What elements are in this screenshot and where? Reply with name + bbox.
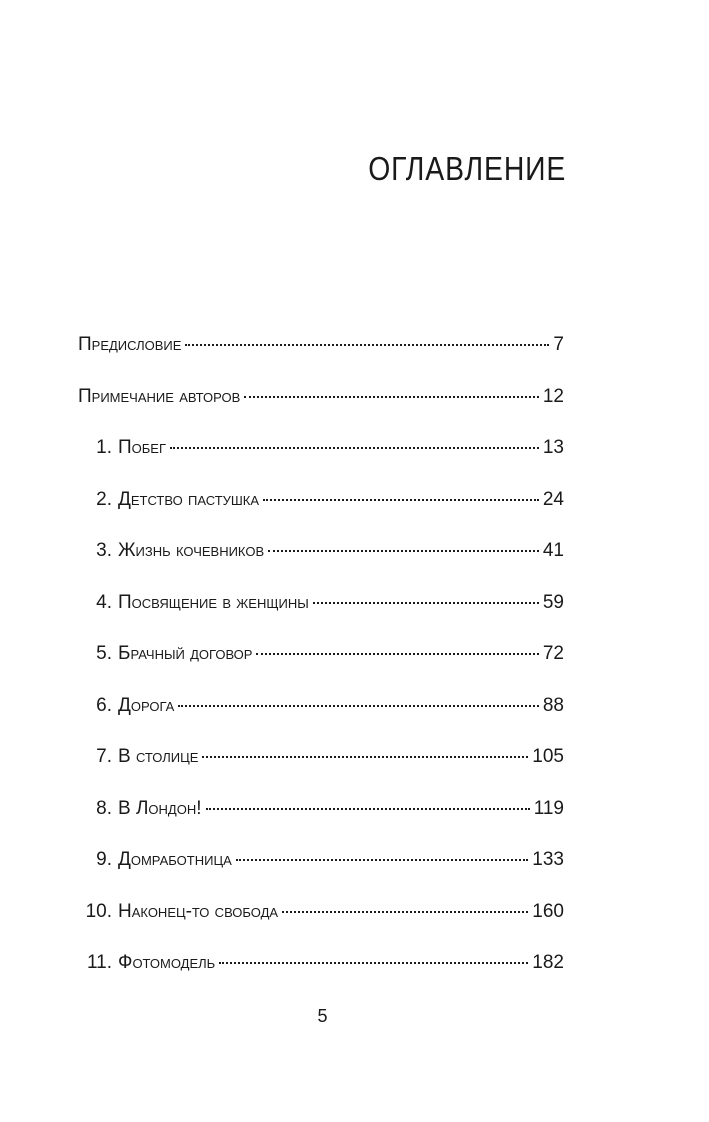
toc-entry-chapter-6[interactable] [78,695,564,747]
toc-entry-number: 10. [85,900,112,922]
toc-entry-number: 7. [96,746,112,767]
table-of-contents [78,334,564,1004]
page-title: ОГЛАВЛЕНИЕ [367,150,566,187]
toc-entry-chapter-11[interactable] [78,952,564,1004]
toc-entry-page: 160 [532,900,564,922]
toc-entry-number: 4. [96,591,112,613]
dot-leader [244,395,539,398]
toc-entry-title: Брачный договор [118,643,253,664]
toc-entry-title: Домработница [118,849,232,870]
toc-entry-title: В Лондон! [118,797,202,819]
dot-leader [185,343,549,346]
toc-entry-title: Наконец-то свобода [118,900,279,922]
toc-entry-title: Фотомодель [118,952,216,973]
toc-entry-page: 182 [532,952,564,973]
page-number: 5 [317,1006,328,1026]
toc-entry-page: 88 [542,694,564,716]
toc-entry-number: 1. [96,437,112,458]
toc-entry-chapter-2[interactable] [78,489,564,541]
toc-entry-page: 72 [542,643,564,664]
toc-entry-chapter-3[interactable] [78,540,564,592]
toc-entry-title: Посвящение в женщины [118,591,309,613]
toc-entry-number: 8. [96,797,112,819]
toc-entry-preface[interactable] [78,334,564,386]
dot-leader [263,498,539,501]
toc-entry-page: 119 [533,797,564,819]
toc-entry-title: В столице [118,746,199,767]
toc-entry-number: 3. [96,540,112,561]
toc-entry-chapter-5[interactable] [78,643,564,695]
toc-entry-number: 5. [96,643,112,664]
toc-entry-authors-note[interactable] [78,386,564,438]
toc-entry-chapter-1[interactable] [78,437,564,489]
toc-entry-page: 105 [532,746,564,767]
toc-entry-title: Предисловие [78,334,182,355]
toc-entry-number: 11. [86,952,112,973]
toc-entry-title: Побег [118,437,167,458]
toc-entry-chapter-7[interactable] [78,746,564,798]
toc-entry-chapter-10[interactable] [78,901,564,953]
toc-entry-page: 12 [542,385,564,407]
toc-entry-chapter-8[interactable] [78,798,564,850]
dot-leader [256,652,538,655]
toc-entry-number: 9. [96,849,112,870]
toc-entry-number: 2. [96,488,112,510]
dot-leader [268,549,539,552]
toc-entry-number: 6. [96,694,112,716]
toc-entry-title: Жизнь кочевников [118,540,265,561]
toc-entry-title: Детство пастушка [118,488,260,510]
toc-entry-page: 24 [542,488,564,510]
dot-leader [236,858,529,861]
dot-leader [282,910,528,913]
toc-entry-chapter-9[interactable] [78,849,564,901]
toc-entry-page: 41 [542,540,564,561]
toc-entry-title: Примечание авторов [78,385,241,407]
dot-leader [170,446,539,449]
dot-leader [313,601,539,604]
toc-entry-chapter-4[interactable] [78,592,564,644]
toc-entry-page: 59 [542,591,564,613]
toc-entry-title: Дорога [118,694,175,716]
toc-entry-page: 7 [553,334,564,355]
dot-leader [206,807,530,810]
dot-leader [178,704,539,707]
dot-leader [219,961,528,964]
toc-entry-page: 133 [532,849,564,870]
dot-leader [202,755,528,758]
toc-entry-page: 13 [542,437,564,458]
